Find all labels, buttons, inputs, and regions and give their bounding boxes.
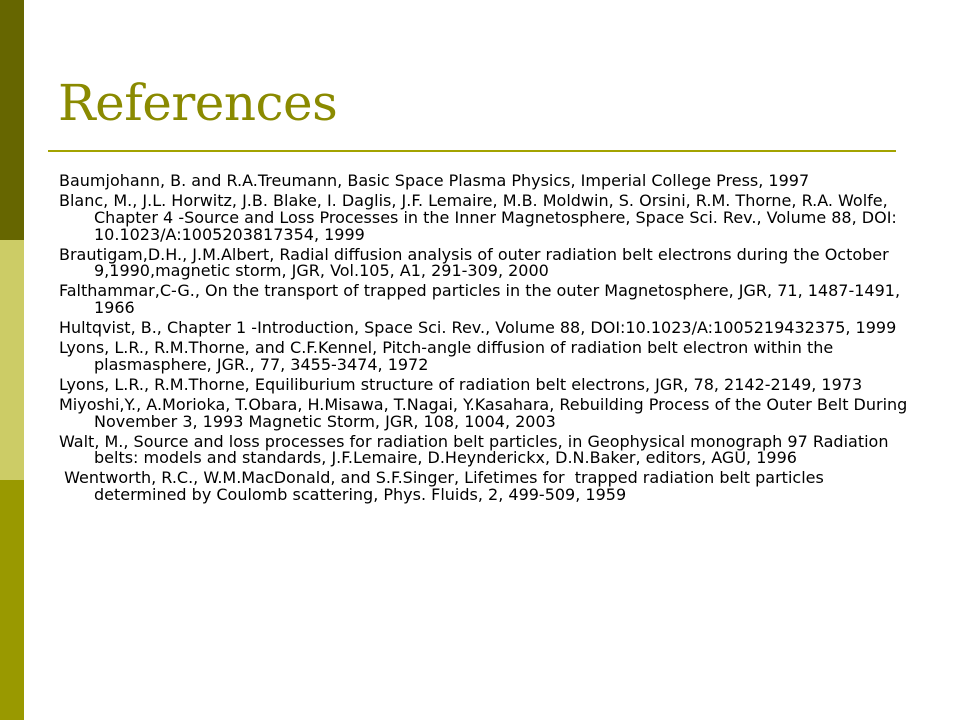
reference-item: Baumjohann, B. and R.A.Treumann, Basic Space Plasma Physics, Imperial College Press, 1997 xyxy=(59,171,810,190)
reference-item: Lyons, L.R., R.M.Thorne, Equiliburium structure of radiation belt electrons, JGR, 78, 2142-2149, 1973 xyxy=(59,374,863,394)
reference-list xyxy=(59,171,913,507)
sidebar-decoration xyxy=(0,0,24,720)
reference-item: Lyons, L.R., R.M.Thorne, and C.F.Kennel, Pitch-angle diffusion of radiation belt electron within the plasmasphere, JGR., 77, 3455-3474, 1972 xyxy=(59,338,839,374)
sidebar-segment-top xyxy=(0,0,24,240)
reference-item: Walt, M., Source and loss processes for radiation belt particles, in Geophysical monograph 97 Radiation belts: models and standards, J.F.Lemaire, D.Heynderickx, D.N.Baker, editors, AGU, 1996 xyxy=(59,431,894,468)
reference-item: Wentworth, R.C., W.M.MacDonald, and S.F.Singer, Lifetimes for trapped radiation belt particles determined by Coulomb scattering, Phys. Fluids, 2, 499-509, 1959 xyxy=(59,468,829,505)
reference-item: Brautigam,D.H., J.M.Albert, Radial diffusion analysis of outer radiation belt electrons during the October 9,1990,magnetic storm, JGR, Vol.105, A1, 291-309, 2000 xyxy=(59,244,894,281)
reference-item: Miyoshi,Y., A.Morioka, T.Obara, H.Misawa, T.Nagai, Y.Kasahara, Rebuilding Process of the Outer Belt During November 3, 1993 Magnetic Storm, JGR, 108, 1004, 2003 xyxy=(59,394,913,431)
sidebar-segment-middle xyxy=(0,240,24,480)
sidebar-segment-bottom xyxy=(0,480,24,720)
title-divider xyxy=(48,150,896,152)
reference-item: Falthammar,C-G., On the transport of trapped particles in the outer Magnetosphere, JGR, 71, 1487-1491, 1966 xyxy=(59,281,906,318)
reference-item: Blanc, M., J.L. Horwitz, J.B. Blake, I. Daglis, J.F. Lemaire, M.B. Moldwin, S. Orsini, R.M. Thorne, R.A. Wolfe, Chapter 4 -Source and Loss Processes in the Inner Magnetosphere, Space Sci. Rev., Volume 88, DOI: 10.1023/A:1005203817354, 1999 xyxy=(59,190,902,244)
slide-title: References xyxy=(58,74,338,132)
reference-item: Hultqvist, B., Chapter 1 -Introduction, Space Sci. Rev., Volume 88, DOI:10.1023/A:1005219432375, 1999 xyxy=(59,318,897,338)
